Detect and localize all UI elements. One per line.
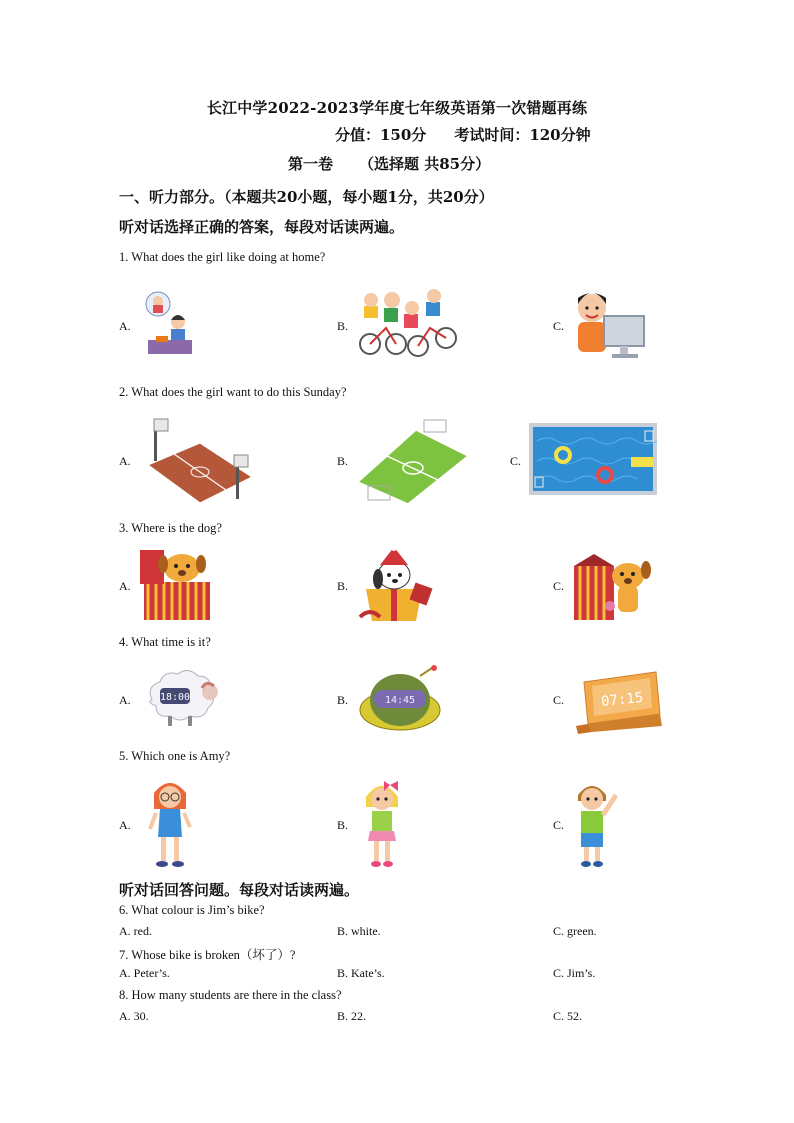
option-label: A.: [119, 693, 131, 707]
football-field-icon: [354, 416, 470, 506]
option-label: A.: [119, 818, 131, 832]
option-label: C.: [553, 693, 565, 707]
option-b: B. Kate’s.: [337, 966, 385, 980]
swimming-pool-icon: [527, 421, 659, 497]
time-info: 考试时间：120分钟: [454, 126, 591, 144]
question-4: 4. What time is it?: [119, 635, 211, 649]
option-c: C. 52.: [553, 1009, 583, 1023]
clock-time-a: 18:00: [159, 692, 191, 703]
exam-title: 长江中学2022-2023学年度七年级英语第一次错题再练: [206, 99, 588, 117]
option-label: B.: [337, 319, 349, 333]
volume-heading: [288, 153, 516, 174]
desk-clock-icon: [574, 668, 662, 734]
dog-in-box-icon: [354, 545, 434, 625]
boy-at-computer-icon: [574, 288, 648, 360]
dog-beside-box-icon: [570, 546, 656, 622]
volume-label: 第一卷: [288, 155, 334, 173]
option-b: B. 22.: [337, 1009, 367, 1023]
question-8: 8. How many students are there in the class?: [119, 988, 342, 1002]
option-a: A. red.: [119, 924, 152, 938]
option-label: A.: [119, 319, 131, 333]
option-c: C. Jim’s.: [553, 966, 596, 980]
option-label: C.: [553, 319, 565, 333]
question-5: 5. Which one is Amy?: [119, 749, 231, 763]
option-label: B.: [337, 818, 349, 832]
option-a: A. Peter’s.: [119, 966, 170, 980]
question-3: 3. Where is the dog?: [119, 521, 222, 535]
option-label: C.: [510, 454, 522, 468]
clock-time-c: 07:15: [600, 689, 645, 711]
option-label: B.: [337, 454, 349, 468]
question-2: 2. What does the girl want to do this Sunday?: [119, 385, 347, 399]
section-instruction: 听对话回答问题。每段对话读两遍。: [119, 881, 360, 899]
option-b: B. white.: [337, 924, 381, 938]
option-c: C. green.: [553, 924, 597, 938]
ufo-clock-icon: [358, 664, 442, 734]
exam-meta: [335, 124, 619, 145]
question-7: 7. Whose bike is broken（坏了）?: [119, 948, 296, 962]
girl-on-phone-icon: [140, 290, 196, 358]
option-label: A.: [119, 454, 131, 468]
sheep-clock-icon: [144, 670, 224, 728]
section-heading: 一、听力部分。（本题共20小题，每小题1分，共20分）: [119, 188, 494, 206]
option-label: B.: [337, 579, 349, 593]
option-a: A. 30.: [119, 1009, 149, 1023]
option-label: B.: [337, 693, 349, 707]
score-info: 分值：150分: [335, 126, 427, 144]
girl-with-bow-icon: [360, 779, 404, 869]
section-instruction: 听对话选择正确的答案，每段对话读两遍。: [119, 218, 405, 236]
basketball-court-icon: [140, 415, 258, 507]
boy-waving-icon: [572, 781, 622, 869]
option-label: A.: [119, 579, 131, 593]
option-label: C.: [553, 579, 565, 593]
clock-time-b: 14:45: [384, 695, 416, 706]
question-6: 6. What colour is Jim’s bike?: [119, 903, 265, 917]
volume-desc: （选择题 共85分）: [359, 155, 491, 173]
option-label: C.: [553, 818, 565, 832]
girl-with-glasses-icon: [148, 779, 192, 869]
question-1: 1. What does the girl like doing at home?: [119, 250, 326, 264]
kids-cycling-icon: [356, 288, 460, 358]
dog-on-box-icon: [138, 546, 216, 622]
